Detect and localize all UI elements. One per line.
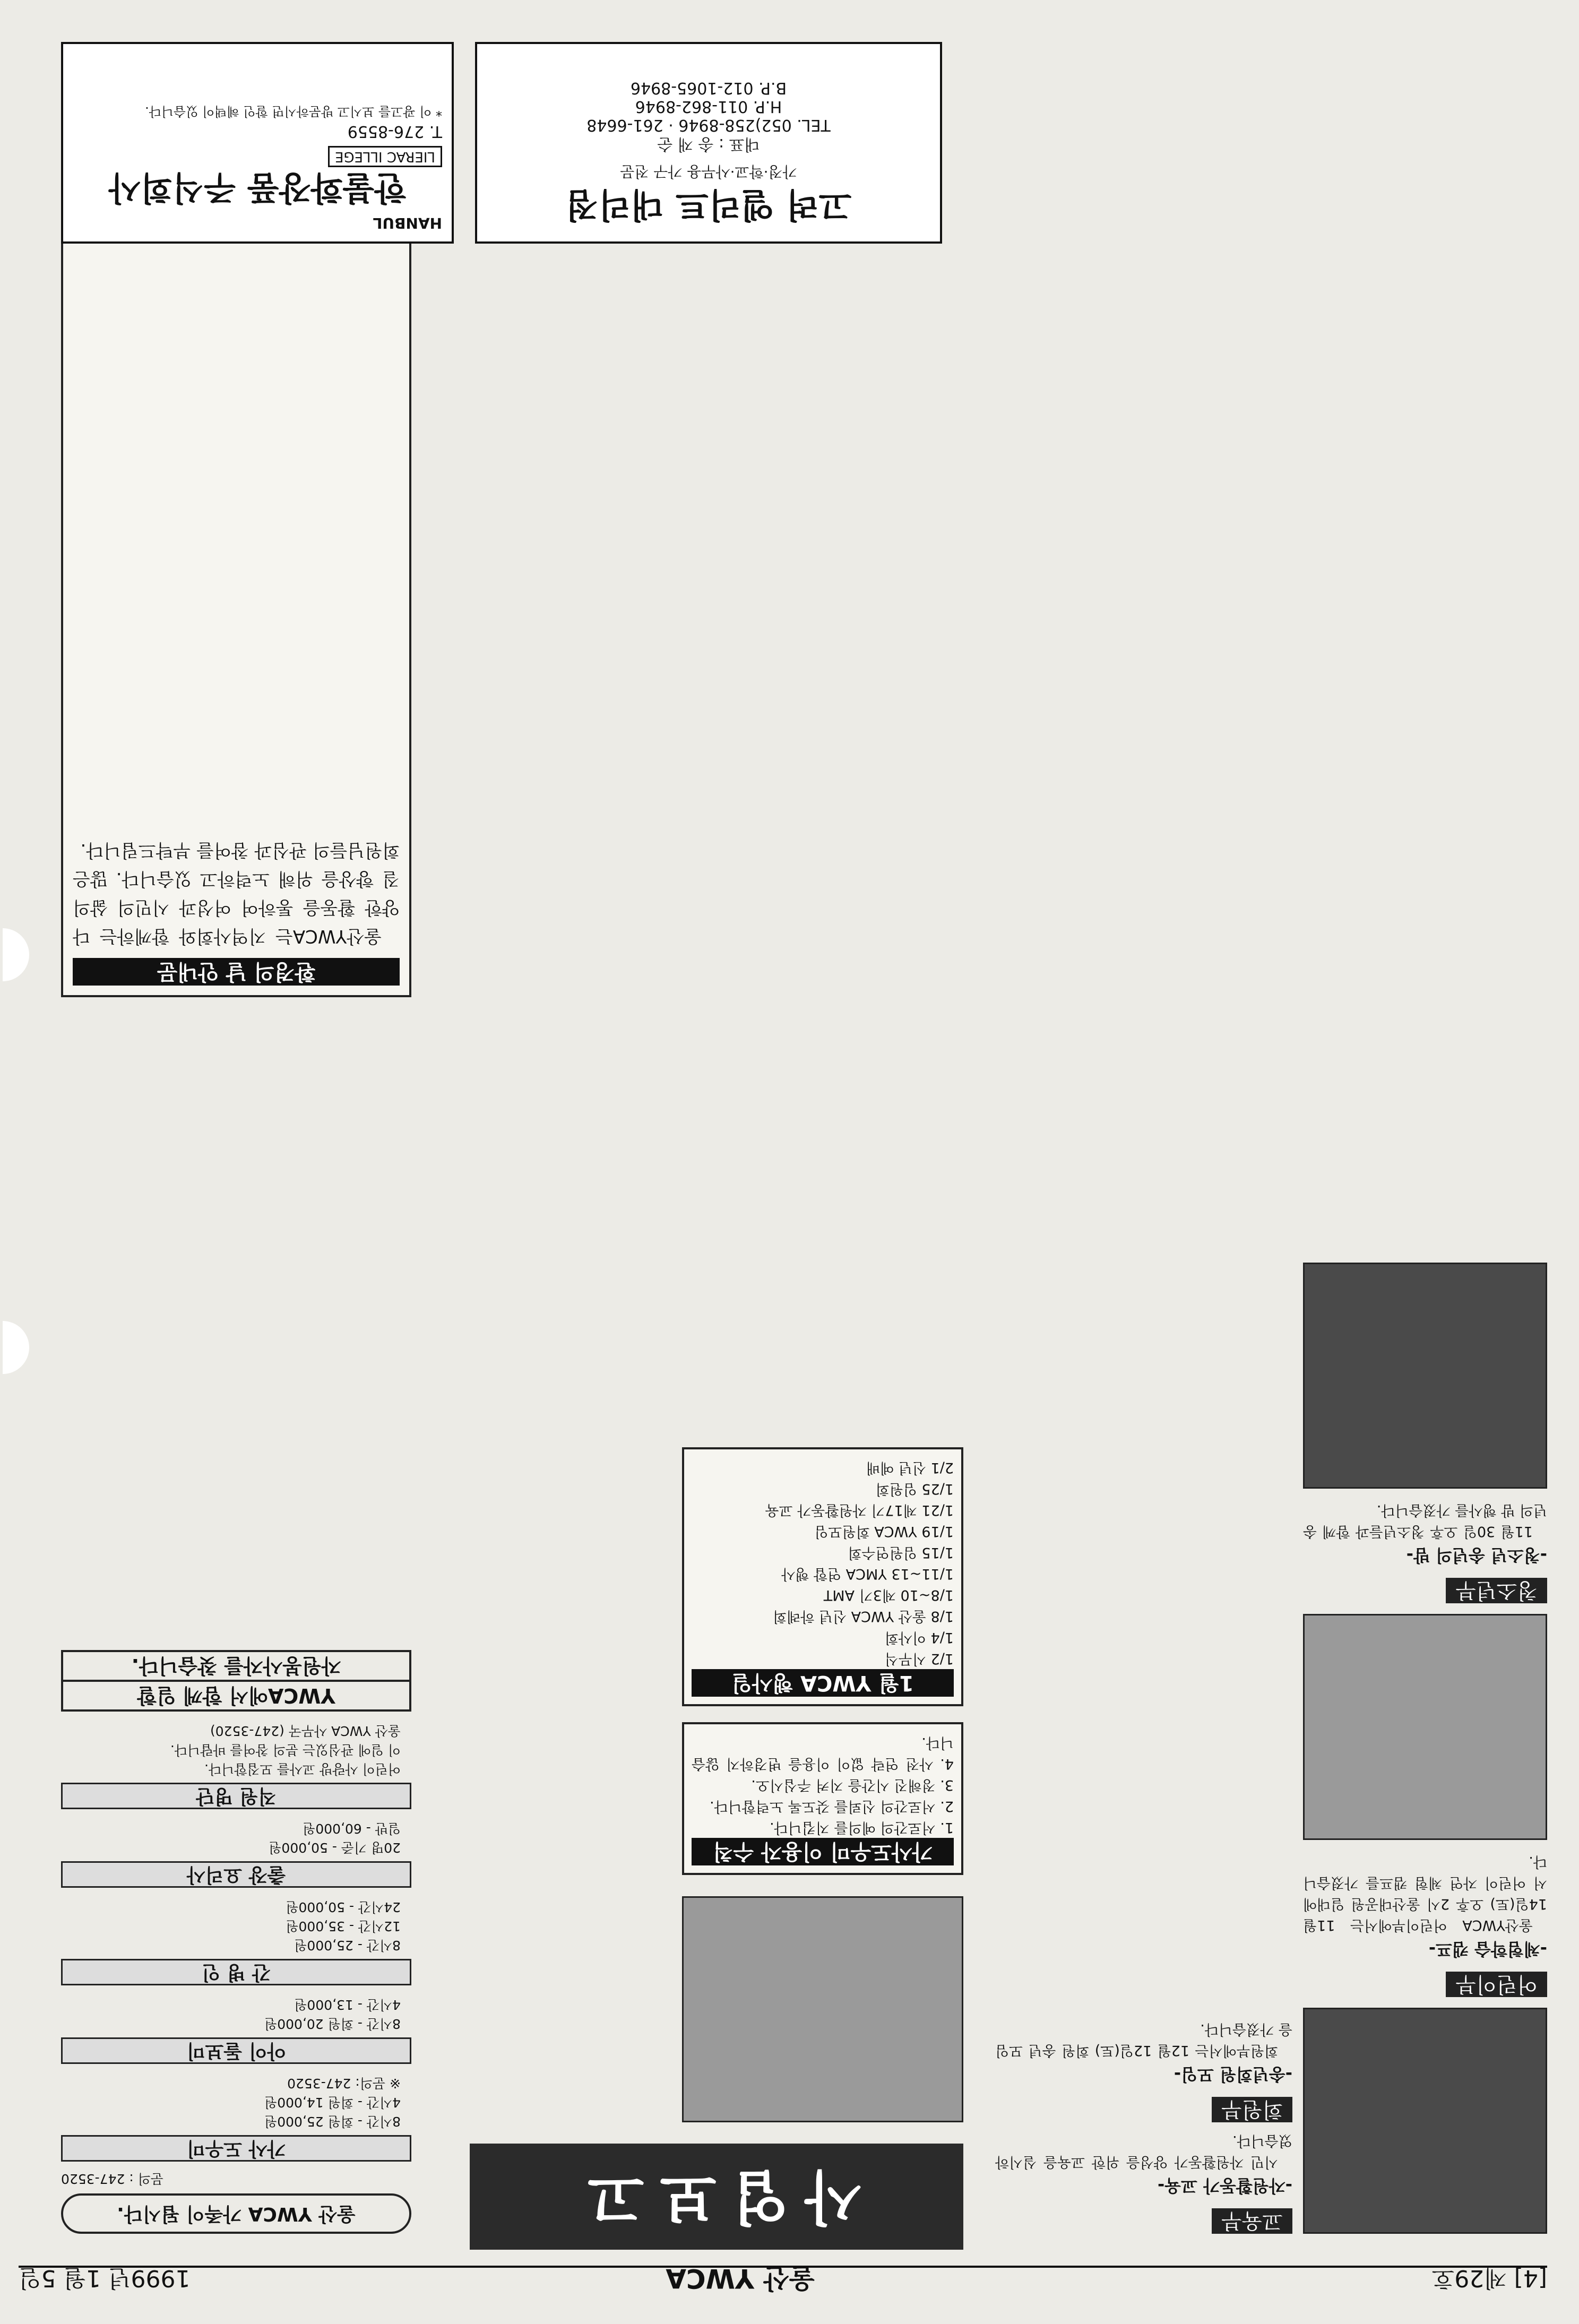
service-line: 8시간 - 25,000원 bbox=[294, 1938, 401, 1953]
section-heading-1: -체험학습 캠프- bbox=[1428, 1939, 1547, 1959]
service-line: 8시간 - 회원 25,000원 bbox=[264, 2114, 401, 2129]
service-title: 출장 요리사 bbox=[61, 1861, 411, 1888]
schedule-item: 1/25 임원회 bbox=[875, 1481, 954, 1497]
schedule-item: 1/15 임원연수회 bbox=[848, 1544, 954, 1561]
notice-item: 2. 서로간의 신뢰를 갖도록 노력합니다. bbox=[710, 1798, 954, 1815]
issue-date: 1999년 1월 5일 bbox=[19, 2265, 191, 2292]
punch-hole bbox=[3, 1321, 29, 1374]
article-column-3 bbox=[682, 477, 963, 2122]
service-line: 8시간 - 회원 20,000원 bbox=[264, 2016, 401, 2032]
service-title: 간 병 인 bbox=[61, 1959, 411, 1985]
photo-4 bbox=[682, 1896, 963, 2122]
service-line: ※ 문의: 247-3520 bbox=[287, 2076, 401, 2091]
punch-hole bbox=[3, 928, 29, 981]
photo-2 bbox=[1303, 1614, 1547, 1840]
recruit-line-2: 자원봉사자를 찾습니다. bbox=[61, 1650, 411, 1680]
ad-goryeo-hp: H.P. 011-862-8946 bbox=[635, 97, 782, 116]
page-header bbox=[19, 2263, 1547, 2303]
section-body-2: 11월 30일 오후 청소년들과 함께 송년의 밤 행사를 가졌습니다. bbox=[1303, 1502, 1547, 1540]
ad-goryeo-bp: B.P. 012-1065-8946 bbox=[630, 79, 787, 97]
section-tag-4: 회원부 bbox=[1212, 2097, 1292, 2122]
section-tag-1: 어린이부 bbox=[1446, 1972, 1547, 1997]
service-title: 아이 돌보미 bbox=[61, 2037, 411, 2064]
section-body-4: 회원부에서는 12월 12일(토) 회원 송년 모임을 가졌습니다. bbox=[995, 2021, 1292, 2059]
service-line: 24시간 - 50,000원 bbox=[286, 1899, 401, 1915]
service-line: 12시간 - 35,000원 bbox=[286, 1919, 401, 1934]
photo-1 bbox=[1303, 2008, 1547, 2234]
ad-goryeo bbox=[475, 42, 942, 244]
ad-hanbul-brand: HANBUL bbox=[373, 214, 442, 232]
family-banner: 울산 YWCA 가족이 됩시다. bbox=[61, 2193, 411, 2234]
service-line: 20명 기준 - 50,000원 bbox=[269, 1840, 401, 1855]
section-heading-3: -자원활동가 교육- bbox=[1157, 2176, 1292, 2196]
notice-item: 4. 사전 연락 없이 이용을 변경하지 않습니다. bbox=[692, 1734, 954, 1772]
section-heading-4: -송년회원 모임- bbox=[1174, 2064, 1292, 2085]
ad-hanbul-sub: LIERAC ILLEGE bbox=[328, 146, 442, 167]
paper-name: 울산 YWCA bbox=[666, 2263, 815, 2294]
ad-goryeo-tel: TEL. 052)258-8946 · 261-6648 bbox=[586, 116, 831, 134]
section-heading-2: -청소년 송년의 밤- bbox=[1406, 1545, 1547, 1566]
ad-goryeo-detail: 가정·학교·사무용 가구 전문 bbox=[620, 163, 797, 180]
notice-item: 1. 서로간의 예의를 지킵니다. bbox=[770, 1819, 954, 1836]
job-notice-phone: 울산 YWCA 사무국 (247-3520) bbox=[210, 1723, 401, 1739]
staff-title: 직원 명단 bbox=[61, 1783, 411, 1809]
notice-box bbox=[682, 1722, 963, 1875]
section-tag-2: 청소년부 bbox=[1446, 1578, 1547, 1603]
section-body-3: 시민 자원활동가 양성을 위한 교육을 실시하였습니다. bbox=[995, 2132, 1292, 2170]
service-title: 가사 도우미 bbox=[61, 2135, 411, 2162]
notice-item: 3. 정해진 시간을 지켜 주십시오. bbox=[751, 1777, 954, 1793]
schedule-item: 1/11~13 YMCA 연합 행사 bbox=[781, 1566, 954, 1582]
guide-text-box bbox=[61, 201, 411, 997]
schedule-item: 1/8~10 제3기 AMT bbox=[823, 1587, 954, 1603]
job-notice-item: 어린이 사랑방 교사를 모집합니다. bbox=[204, 1761, 401, 1777]
article-column-2 bbox=[995, 153, 1292, 2234]
schedule-box bbox=[682, 1447, 963, 1706]
ad-goryeo-name: 고려 엘리트 대리점 bbox=[565, 185, 852, 224]
schedule-item: 1/19 YWCA 회원모임 bbox=[814, 1523, 954, 1540]
schedule-title: 1월 YWCA 행사일 bbox=[692, 1669, 954, 1697]
section-tag-3: 교육부 bbox=[1212, 2208, 1292, 2234]
schedule-item: 1/4 이사회 bbox=[884, 1629, 954, 1646]
section-body-1: 울산YWCA 어린이부에서는 11월 14일(토) 오후 2시 울산대공원 일대에서 어린이 자연 체험 캠프를 가졌습니다. bbox=[1303, 1853, 1547, 1933]
ad-hanbul bbox=[61, 42, 454, 244]
section-banner: 사업보고 bbox=[470, 2144, 963, 2250]
notice-title: 가사도우미 이용자 수칙 bbox=[692, 1838, 954, 1865]
photo-3 bbox=[1303, 1263, 1547, 1489]
service-line: 4시간 - 13,000원 bbox=[294, 1997, 401, 2012]
job-notice-item: 이 일에 관심있는 분의 참여를 바랍니다. bbox=[170, 1742, 401, 1758]
recruit-line-1: YWCA에서 함께 일할 bbox=[61, 1680, 411, 1712]
schedule-item: 1/21 제17기 자원활동가 교육 bbox=[765, 1502, 954, 1518]
page-number: [4] 제29호 bbox=[1431, 2265, 1547, 2292]
contact-line: 문의 : 247-3520 bbox=[61, 2171, 163, 2187]
services-column bbox=[61, 1013, 411, 2234]
guide-body: 울산YWCA는 지역사회와 함께하는 다양한 활동을 통하여 여성과 시민의 삶의 질 향상을 위해 노력하고 있습니다. 많은 회원님들의 관심과 참여를 부탁드립니다. bbox=[73, 840, 400, 947]
schedule-item: 1/2 시무식 bbox=[884, 1651, 954, 1667]
schedule-item: 2/1 신년 예배 bbox=[866, 1459, 954, 1476]
ad-hanbul-name: 한불화장품 주식회사 bbox=[108, 169, 407, 208]
service-line: 4시간 - 회원 14,000원 bbox=[264, 2095, 401, 2110]
ad-hanbul-note: * 이 광고를 보시고 방문하시면 할인 혜택이 있습니다. bbox=[145, 104, 442, 119]
guide-title: 환경의 날 안내문 bbox=[73, 958, 400, 986]
ad-goryeo-rep: 대표 : 송 재 순 bbox=[657, 135, 760, 153]
ad-hanbul-tel: T. 276-8559 bbox=[347, 122, 442, 141]
schedule-item: 1/8 울산 YWCA 신년 하례회 bbox=[773, 1608, 954, 1625]
service-line: 일반 - 60,000원 bbox=[303, 1821, 401, 1836]
article-column-1 bbox=[1303, 153, 1547, 2234]
